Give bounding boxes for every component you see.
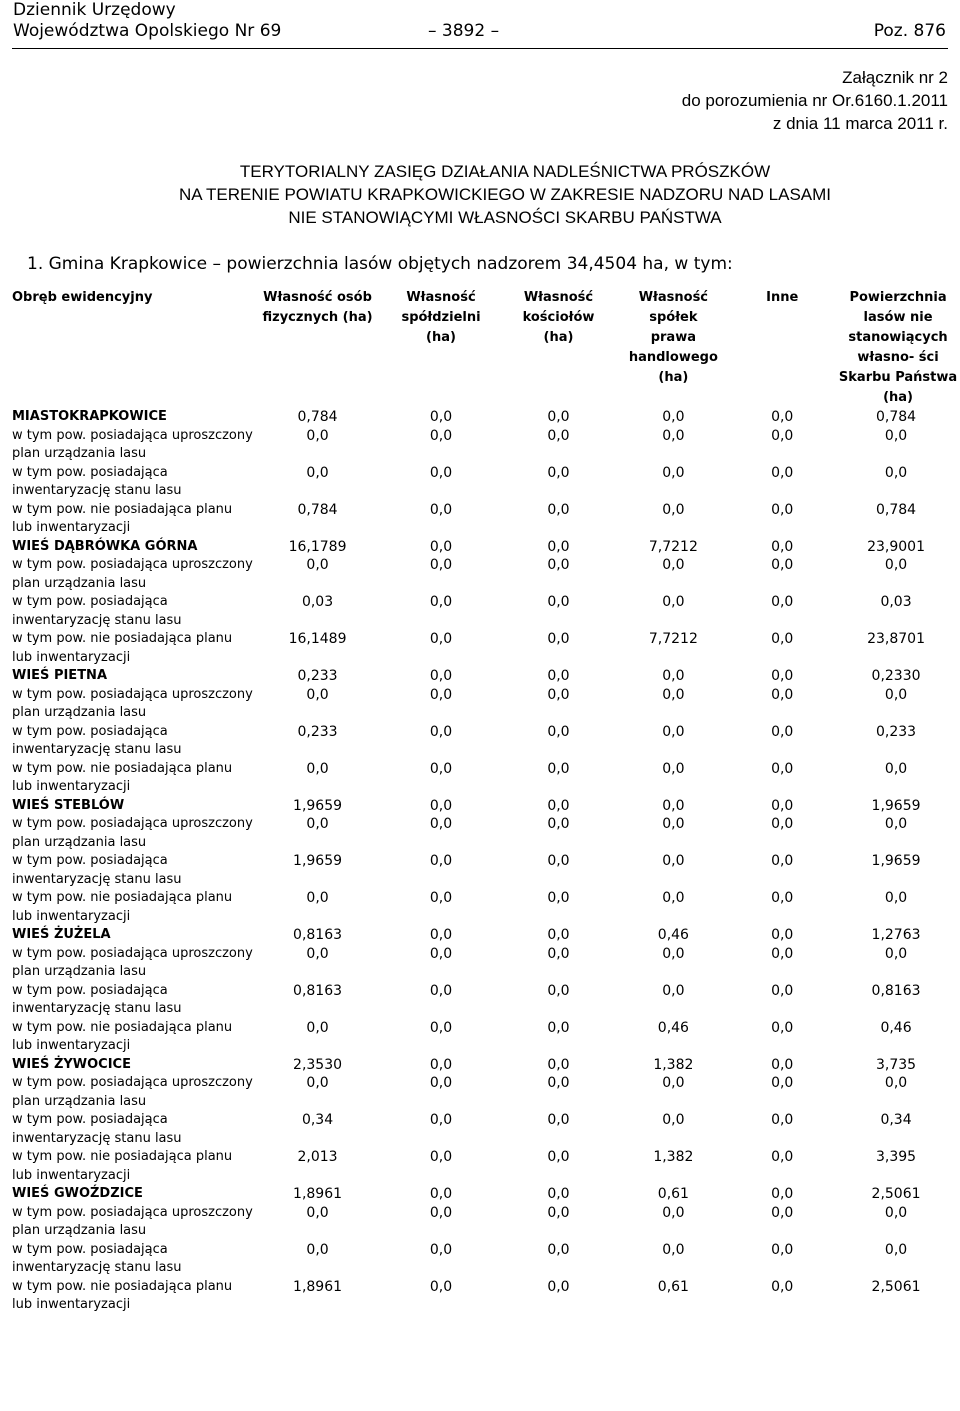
table-cell: 0,0 (306, 1075, 329, 1091)
table-cell: 0,2330 (871, 668, 921, 684)
table-cell: 0,0 (547, 1204, 570, 1221)
table-cell: 0,0 (547, 1149, 570, 1165)
table-cell: 0,0 (884, 1075, 908, 1091)
table-cell: 0,0 (547, 1019, 570, 1036)
table-cell: 0,0 (547, 1112, 570, 1128)
table-cell: 0,0 (429, 890, 453, 906)
table-cell: 0,0 (662, 501, 685, 518)
row-label: w tym pow. posiadająca uproszczony plan urządzania lasu (12, 686, 253, 720)
table-cell: 0,8163 (293, 982, 343, 999)
table-cell: 0,0 (771, 853, 794, 869)
table-cell: 0,0 (771, 1186, 794, 1202)
table-row (12, 1074, 960, 1111)
table-cell: 1,8961 (293, 1278, 343, 1295)
table-cell: 0,0 (547, 427, 570, 444)
table-cell: 0,0 (547, 1241, 570, 1258)
table-cell: 0,0 (429, 1278, 453, 1295)
table-cell: 0,784 (875, 409, 917, 425)
table-row (12, 1241, 960, 1278)
table-cell: 2,5061 (871, 1278, 921, 1295)
table-cell: 0,46 (880, 1019, 912, 1036)
table-cell: 0,0 (771, 557, 794, 573)
table-cell: 0,0 (771, 1075, 794, 1091)
row-label: w tym pow. posiadająca inwentaryzację stanu lasu (12, 853, 182, 887)
table-cell: 0,784 (297, 501, 338, 518)
title-line3: NIE STANOWIĄCYMI WŁASNOŚCI SKARBU PAŃSTWA (288, 208, 722, 227)
table-cell: 0,0 (306, 1019, 329, 1036)
title-line1: TERYTORIALNY ZASIĘG DZIAŁANIA NADLEŚNICTWA PRÓSZKÓW (239, 162, 771, 181)
table-cell: 0,46 (657, 1019, 689, 1036)
table-cell: 0,0 (884, 890, 908, 906)
table-cell: 0,0 (547, 538, 570, 555)
table-cell: 0,0 (547, 1278, 570, 1295)
table-cell: 2,013 (297, 1149, 338, 1165)
table-cell: 0,0 (306, 464, 329, 481)
column-header: Obręb ewidencyjny (12, 290, 153, 305)
row-label: w tym pow. posiadająca inwentaryzację stanu lasu (12, 723, 182, 757)
attachment-note (682, 66, 948, 135)
column-header: Własność spółek prawa handlowego (ha) (628, 290, 718, 385)
table-row (12, 1019, 960, 1056)
table-row (12, 1148, 960, 1185)
obreb-name: WIEŚ GWOŹDZICE (12, 1186, 143, 1201)
table-row (12, 1278, 960, 1315)
table-cell: 0,0 (429, 816, 453, 832)
obreb-name: WIEŚ ŻYWOCICE (12, 1056, 131, 1072)
table-cell: 0,0 (547, 853, 570, 869)
table-row-obreb (12, 797, 960, 816)
table-cell: 0,0 (547, 945, 570, 962)
table-cell: 0,0 (547, 1186, 570, 1202)
table-cell: 0,0 (662, 816, 685, 832)
forest-area-table (12, 288, 960, 1315)
row-label: w tym pow. nie posiadająca planu lub inwentaryzacji (12, 890, 233, 924)
table-cell: 0,03 (880, 594, 912, 610)
table-cell: 0,0 (429, 1019, 453, 1036)
table-cell: 0,0 (429, 1112, 453, 1128)
column-header: Własność spółdzielni (ha) (401, 290, 481, 345)
position-number: Poz. 876 (873, 21, 946, 41)
table-cell: 0,0 (306, 427, 329, 444)
table-cell: 0,0 (771, 816, 794, 832)
table-cell: 2,5061 (871, 1186, 921, 1202)
table-cell: 7,7212 (648, 631, 698, 647)
table-row-obreb (12, 926, 960, 945)
table-cell: 0,34 (880, 1112, 912, 1128)
table-cell: 0,0 (429, 927, 453, 943)
table-cell: 3,735 (875, 1056, 917, 1073)
gmina-heading: 1. Gmina Krapkowice – powierzchnia lasów objętych nadzorem 34,4504 ha, w tym: (27, 254, 733, 274)
table-cell: 0,0 (662, 760, 685, 777)
table-cell: 0,0 (429, 668, 453, 684)
table-cell: 0,0 (884, 1204, 908, 1221)
obreb-name: WIEŚ STEBLÓW (12, 797, 125, 813)
table-row (12, 593, 960, 630)
table-cell: 0,0 (662, 853, 685, 869)
table-cell: 0,0 (771, 1241, 794, 1258)
table-cell: 0,0 (771, 668, 794, 684)
table-cell: 2,3530 (293, 1056, 343, 1073)
table-cell: 0,0 (771, 797, 794, 814)
table-cell: 0,0 (884, 760, 908, 777)
attachment-line2: do porozumienia nr Or.6160.1.2011 (681, 91, 948, 110)
table-cell: 0,0 (547, 760, 570, 777)
row-label: w tym pow. posiadająca uproszczony plan urządzania lasu (12, 1204, 253, 1238)
table-cell: 0,0 (429, 501, 453, 518)
header-divider (12, 48, 948, 49)
table-cell: 0,0 (429, 797, 453, 814)
table-cell: 16,1789 (288, 538, 347, 555)
table-cell: 23,9001 (867, 538, 925, 555)
table-cell: 0,0 (429, 1186, 453, 1202)
row-label: w tym pow. posiadająca uproszczony plan urządzania lasu (12, 427, 253, 461)
table-cell: 0,0 (547, 1056, 570, 1073)
table-row (12, 760, 960, 797)
table-cell: 1,382 (653, 1149, 694, 1165)
attachment-line1: Załącznik nr 2 (842, 68, 948, 87)
row-label: w tym pow. nie posiadająca planu lub inwentaryzacji (12, 1019, 233, 1053)
table-cell: 0,0 (662, 427, 685, 444)
table-cell: 0,0 (429, 1056, 453, 1073)
table-cell: 0,0 (429, 631, 453, 647)
table-row (12, 723, 960, 760)
table-cell: 0,8163 (293, 927, 343, 943)
row-label: w tym pow. posiadająca uproszczony plan urządzania lasu (12, 945, 253, 979)
table-cell: 0,0 (662, 797, 685, 814)
table-cell: 0,0 (884, 427, 908, 444)
table-row-obreb (12, 667, 960, 686)
table-cell: 0,0 (662, 668, 685, 684)
table-cell: 0,0 (547, 501, 570, 518)
table-cell: 0,0 (771, 538, 794, 555)
table-row (12, 815, 960, 852)
table-cell: 0,0 (771, 1149, 794, 1165)
table-row (12, 1111, 960, 1148)
table-cell: 0,0 (429, 723, 453, 740)
table-row (12, 556, 960, 593)
table-cell: 0,784 (297, 409, 338, 425)
table-cell: 0,0 (662, 1241, 685, 1258)
column-header: Własność osób fizycznych (ha) (262, 290, 373, 325)
row-label: w tym pow. nie posiadająca planu lub inwentaryzacji (12, 760, 233, 794)
table-cell: 1,9659 (871, 797, 921, 814)
title-line2: NA TERENIE POWIATU KRAPKOWICKIEGO W ZAKRESIE NADZORU NAD LASAMI (178, 185, 832, 204)
table-cell: 0,0 (771, 945, 794, 962)
table-row (12, 686, 960, 723)
table-cell: 7,7212 (648, 538, 698, 555)
table-cell: 0,0 (771, 1112, 794, 1128)
row-label: w tym pow. posiadająca inwentaryzację stanu lasu (12, 1241, 182, 1275)
table-cell: 0,0 (884, 816, 908, 832)
table-cell: 0,0 (771, 927, 794, 943)
row-label: w tym pow. nie posiadająca planu lub inwentaryzacji (12, 631, 233, 665)
table-cell: 0,0 (306, 945, 329, 962)
table-cell: 0,0 (306, 1204, 329, 1221)
table-row-obreb (12, 538, 960, 557)
table-cell: 0,0 (547, 890, 570, 906)
table-cell: 0,0 (429, 1241, 453, 1258)
table-header-row (12, 288, 960, 408)
table-row (12, 852, 960, 889)
table-row (12, 1204, 960, 1241)
row-label: w tym pow. posiadająca inwentaryzację stanu lasu (12, 594, 182, 628)
obreb-name: WIEŚ DĄBRÓWKA GÓRNA (12, 538, 198, 554)
obreb-name: MIASTOKRAPKOWICE (12, 409, 167, 424)
table-cell: 0,0 (771, 594, 794, 610)
table-row (12, 501, 960, 538)
table-cell: 0,8163 (871, 982, 921, 999)
table-cell: 0,0 (547, 668, 570, 684)
table-cell: 0,0 (771, 890, 794, 906)
table-cell: 0,0 (429, 945, 453, 962)
table-cell: 0,0 (429, 686, 453, 703)
table-cell: 1,8961 (293, 1186, 343, 1202)
table-cell: 0,784 (875, 501, 917, 518)
table-cell: 0,0 (429, 760, 453, 777)
table-row (12, 464, 960, 501)
table-cell: 0,0 (662, 594, 685, 610)
table-cell: 0,0 (306, 1241, 329, 1258)
table-cell: 0,0 (547, 797, 570, 814)
table-cell: 0,34 (301, 1112, 334, 1128)
table-cell: 0,0 (547, 927, 570, 943)
table-cell: 0,0 (429, 464, 453, 481)
table-cell: 0,0 (306, 760, 329, 777)
table-cell: 0,0 (771, 631, 794, 647)
table-cell: 0,0 (662, 557, 685, 573)
row-label: w tym pow. posiadająca inwentaryzację stanu lasu (12, 982, 182, 1016)
table-cell: 0,0 (662, 1112, 685, 1128)
table-row-obreb (12, 1056, 960, 1075)
page-number: – 3892 – (428, 21, 500, 41)
column-header: Powierzchnia lasów nie stanowiących własno- ści Skarbu Państwa (ha) (838, 290, 958, 405)
table-cell: 0,0 (429, 557, 453, 573)
table-cell: 23,8701 (867, 631, 925, 647)
table-cell: 0,0 (771, 427, 794, 444)
table-cell: 1,2763 (871, 927, 921, 943)
table-row (12, 945, 960, 982)
table-cell: 1,9659 (871, 853, 921, 869)
table-cell: 0,0 (429, 538, 453, 555)
table-cell: 0,0 (306, 686, 329, 703)
table-row (12, 889, 960, 926)
journal-name-line2: Województwa Opolskiego Nr 69 (13, 21, 282, 41)
table-cell: 0,233 (297, 723, 338, 740)
table-cell: 0,0 (662, 409, 685, 425)
table-cell: 0,0 (662, 686, 685, 703)
row-label: w tym pow. posiadająca inwentaryzację stanu lasu (12, 464, 182, 498)
table-cell: 0,0 (547, 464, 570, 481)
table-cell: 0,0 (429, 1149, 453, 1165)
row-label: w tym pow. posiadająca uproszczony plan urządzania lasu (12, 1075, 253, 1109)
table-cell: 0,0 (306, 557, 329, 573)
table-cell: 0,0 (771, 464, 794, 481)
table-cell: 0,0 (884, 686, 908, 703)
table-row-obreb (12, 408, 960, 427)
table-cell: 0,0 (771, 501, 794, 518)
table-cell: 0,0 (662, 1204, 685, 1221)
table-cell: 0,0 (662, 945, 685, 962)
table-cell: 0,03 (301, 594, 334, 610)
obreb-name: WIEŚ PIETNA (12, 668, 107, 683)
table-cell: 0,0 (662, 890, 685, 906)
column-header: Własność kościołów (ha) (522, 290, 595, 345)
table-cell: 0,0 (429, 594, 453, 610)
table-cell: 0,0 (662, 1075, 685, 1091)
table-cell: 0,0 (662, 464, 685, 481)
table-cell: 0,0 (547, 631, 570, 647)
table-cell: 0,0 (771, 1056, 794, 1073)
attachment-line3: z dnia 11 marca 2011 r. (772, 114, 948, 133)
table-cell: 0,0 (429, 409, 453, 425)
table-cell: 0,0 (884, 945, 908, 962)
table-cell: 0,233 (875, 723, 917, 740)
table-cell: 0,46 (657, 927, 689, 943)
journal-name-line1: Dziennik Urzędowy (13, 0, 176, 20)
table-cell: 0,0 (306, 816, 329, 832)
table-cell: 0,0 (771, 1204, 794, 1221)
table-cell: 0,0 (306, 890, 329, 906)
table-cell: 0,0 (884, 1241, 908, 1258)
table-cell: 0,61 (657, 1186, 689, 1202)
column-header: Inne (766, 290, 799, 305)
table-row-obreb (12, 1185, 960, 1204)
table-row (12, 427, 960, 464)
row-label: w tym pow. nie posiadająca planu lub inwentaryzacji (12, 501, 233, 535)
table-cell: 0,0 (429, 982, 453, 999)
table-cell: 0,0 (547, 982, 570, 999)
table-cell: 0,0 (884, 557, 908, 573)
table-cell: 16,1489 (288, 631, 347, 647)
table-cell: 0,0 (662, 982, 685, 999)
table-cell: 0,0 (429, 1204, 453, 1221)
table-cell: 0,0 (547, 1075, 570, 1091)
table-cell: 0,0 (429, 427, 453, 444)
table-cell: 0,0 (771, 1278, 794, 1295)
table-cell: 0,0 (771, 1019, 794, 1036)
table-cell: 0,0 (547, 686, 570, 703)
table-cell: 0,0 (771, 723, 794, 740)
table-cell: 1,9659 (293, 853, 343, 869)
row-label: w tym pow. nie posiadająca planu lub inwentaryzacji (12, 1149, 233, 1183)
table-cell: 0,0 (662, 723, 685, 740)
table-cell: 1,382 (653, 1056, 694, 1073)
obreb-name: WIEŚ ŻUŻELA (12, 927, 111, 942)
table-cell: 0,0 (547, 594, 570, 610)
table-cell: 0,0 (547, 557, 570, 573)
table-cell: 0,0 (547, 816, 570, 832)
table-cell: 0,0 (771, 760, 794, 777)
table-cell: 0,233 (297, 668, 338, 684)
row-label: w tym pow. posiadająca uproszczony plan urządzania lasu (12, 557, 253, 591)
row-label: w tym pow. posiadająca inwentaryzację stanu lasu (12, 1112, 182, 1146)
row-label: w tym pow. posiadająca uproszczony plan urządzania lasu (12, 816, 253, 850)
table-cell: 0,0 (884, 464, 908, 481)
table-cell: 0,0 (547, 723, 570, 740)
row-label: w tym pow. nie posiadająca planu lub inwentaryzacji (12, 1278, 233, 1312)
table-cell: 0,0 (771, 982, 794, 999)
table-cell: 1,9659 (293, 797, 343, 814)
table-cell: 0,0 (429, 853, 453, 869)
table-row (12, 982, 960, 1019)
table-cell: 0,61 (657, 1278, 689, 1295)
document-title (0, 160, 960, 229)
table-cell: 3,395 (875, 1149, 917, 1165)
table-cell: 0,0 (771, 409, 794, 425)
table-cell: 0,0 (429, 1075, 453, 1091)
table-cell: 0,0 (771, 686, 794, 703)
table-row (12, 630, 960, 667)
table-cell: 0,0 (547, 409, 570, 425)
